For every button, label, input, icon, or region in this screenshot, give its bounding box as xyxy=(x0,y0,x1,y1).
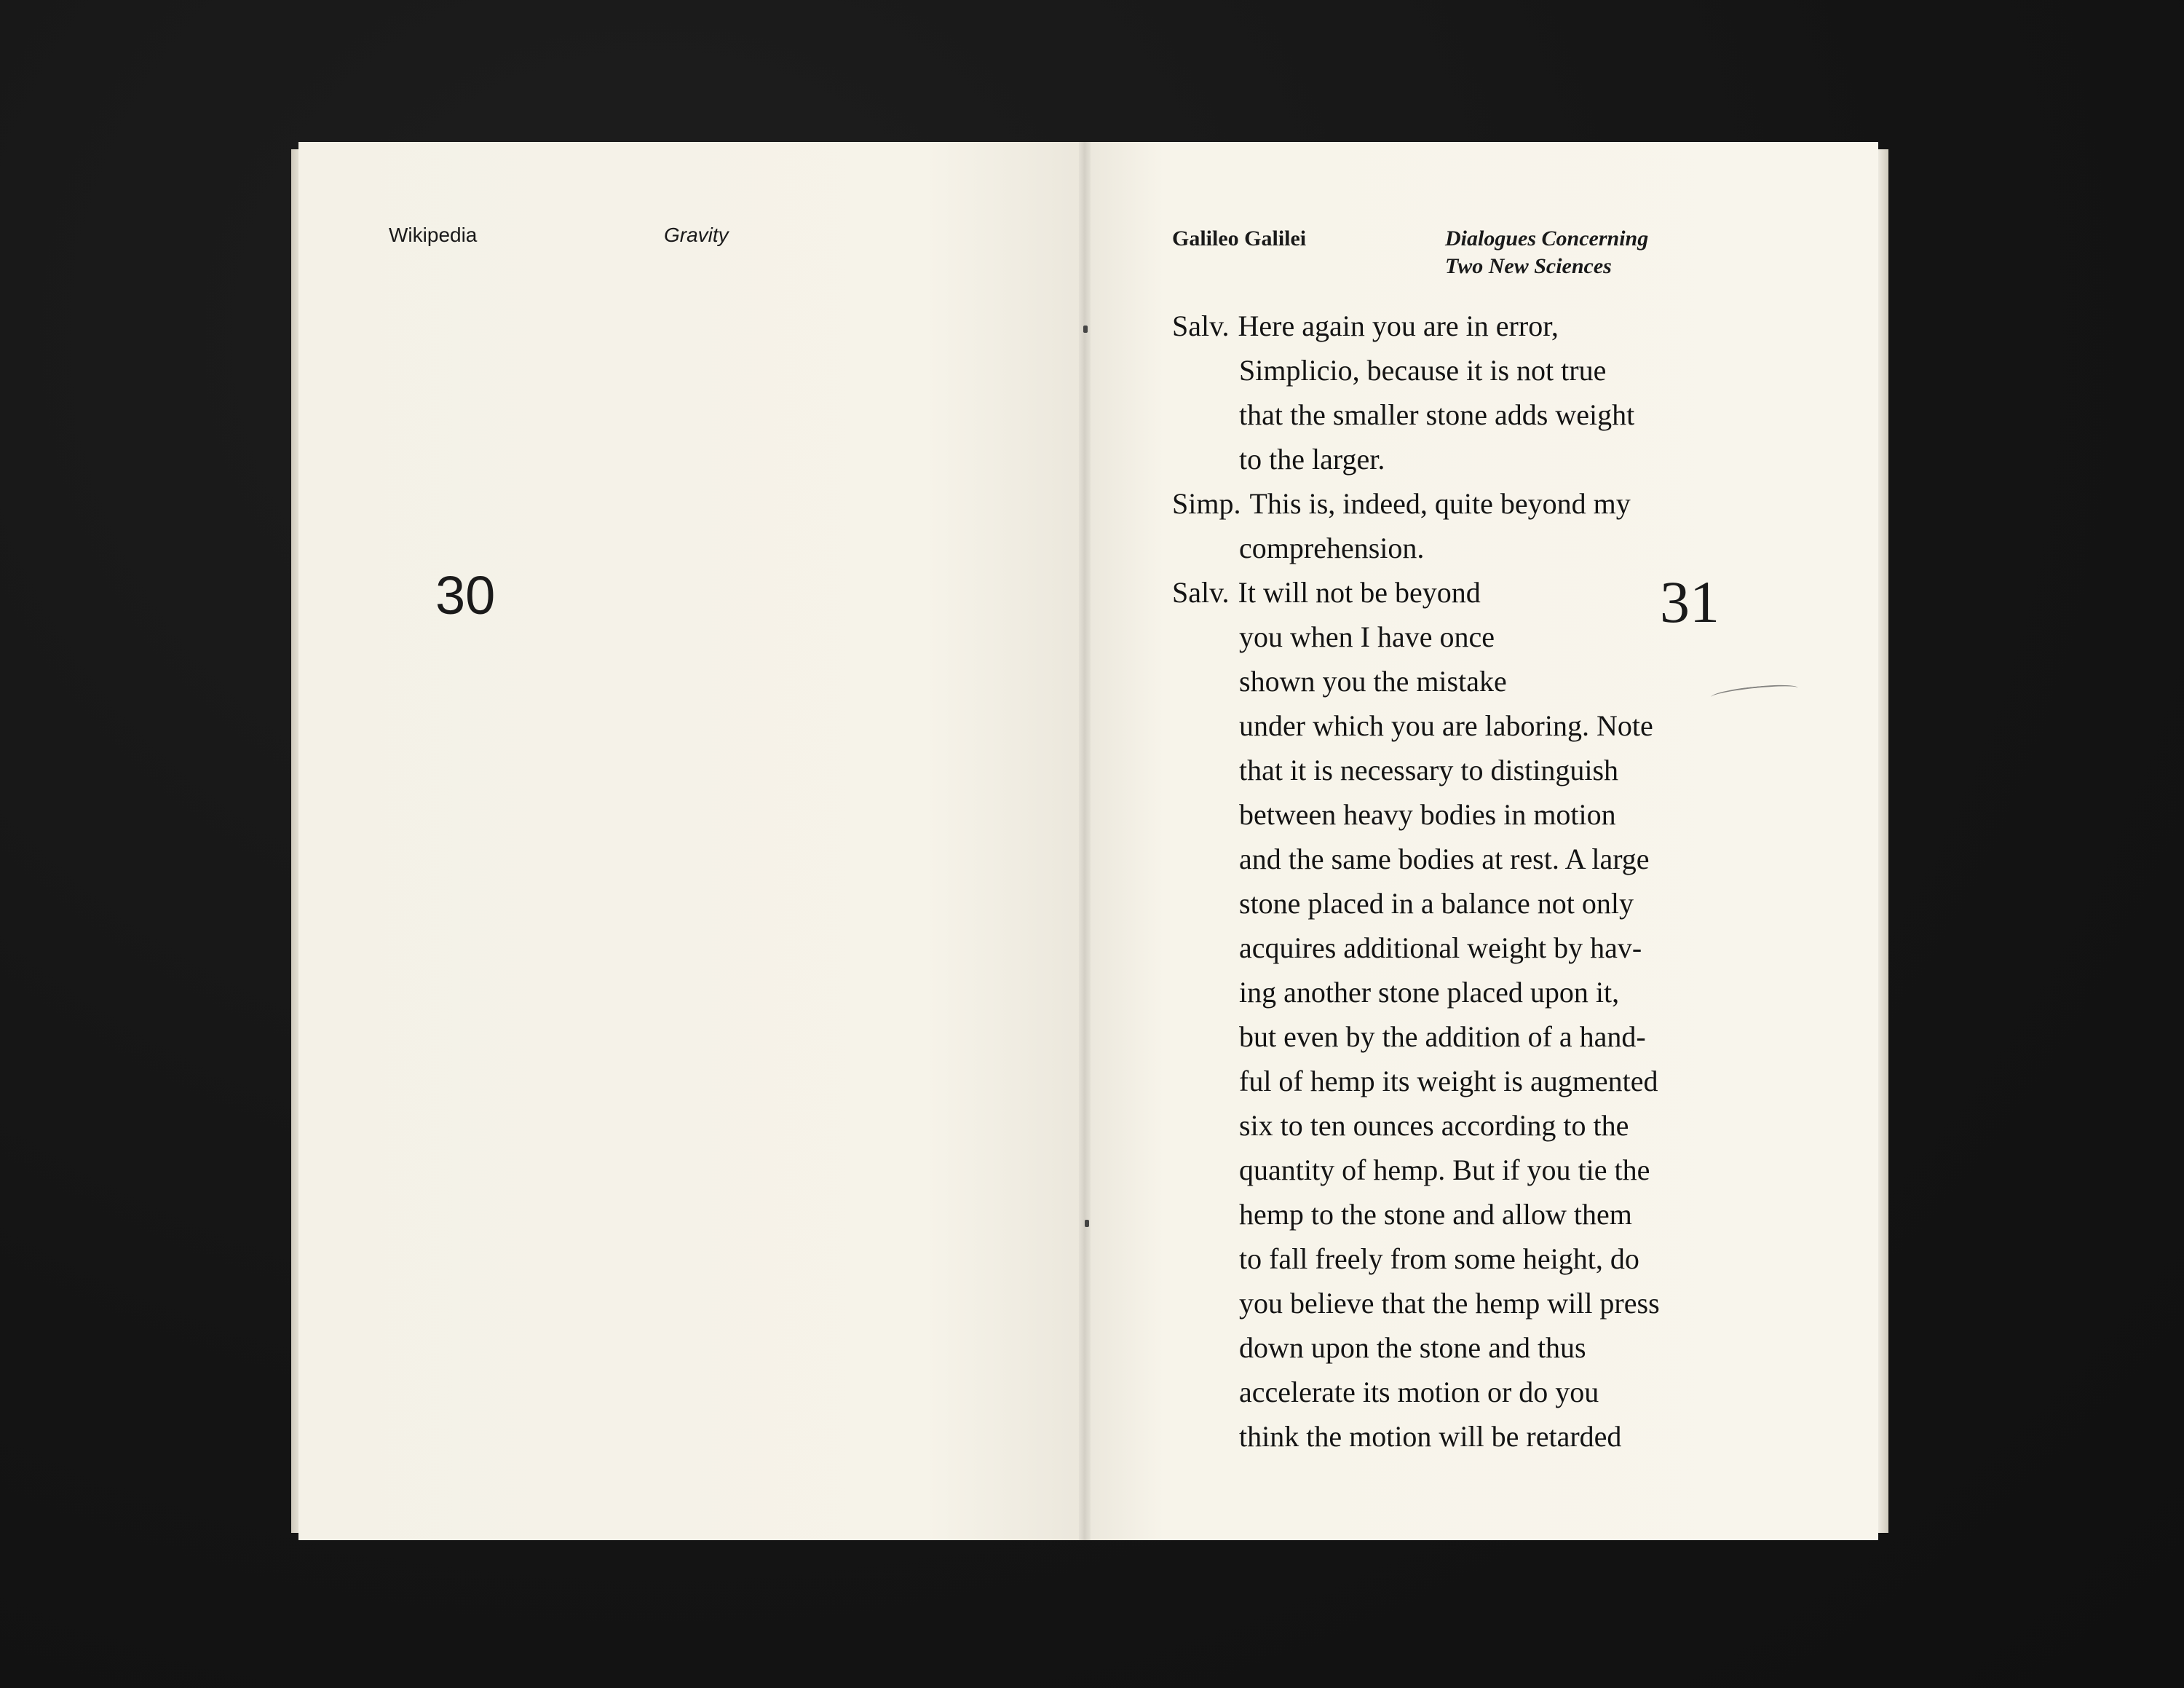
right-header-title-line2: Two New Sciences xyxy=(1445,254,1612,278)
right-header-author: Galileo Galilei xyxy=(1172,226,1307,251)
line-text: It will not be beyond xyxy=(1238,576,1481,609)
line-text: hemp to the stone and allow them xyxy=(1239,1198,1632,1231)
dialogue-line xyxy=(1172,837,1747,881)
line-text: you when I have once xyxy=(1239,620,1495,653)
dialogue-line xyxy=(1172,481,1747,526)
line-text: This is, indeed, quite beyond my xyxy=(1249,487,1631,520)
dialogue-line xyxy=(1172,926,1747,970)
line-text: accelerate its motion or do you xyxy=(1239,1376,1599,1408)
line-text: down upon the stone and thus xyxy=(1239,1331,1586,1364)
open-booklet xyxy=(298,142,1878,1540)
line-text: six to ten ounces according to the xyxy=(1239,1109,1629,1142)
dialogue-line xyxy=(1172,1325,1747,1370)
page-edge-right xyxy=(1877,149,1888,1533)
dialogue-line xyxy=(1172,1192,1747,1237)
line-text: to fall freely from some height, do xyxy=(1239,1242,1639,1275)
staple-mark xyxy=(1085,1220,1089,1227)
line-text: shown you the mistake xyxy=(1239,665,1507,698)
line-text: that the smaller stone adds weight xyxy=(1239,398,1635,431)
line-text: acquires additional weight by hav- xyxy=(1239,931,1642,964)
right-page xyxy=(1085,142,1878,1540)
line-text: between heavy bodies in motion xyxy=(1239,798,1616,831)
line-text: ing another stone placed upon it, xyxy=(1239,976,1620,1009)
dialogue-line xyxy=(1172,792,1747,837)
dialogue-line xyxy=(1172,526,1747,570)
dialogue-line xyxy=(1172,1103,1747,1148)
dialogue-line xyxy=(1172,1237,1747,1281)
dialogue-line xyxy=(1172,1370,1747,1414)
line-text: Here again you are in error, xyxy=(1238,309,1559,342)
dialogue-line xyxy=(1172,1059,1747,1103)
left-page xyxy=(298,142,1085,1540)
line-text: quantity of hemp. But if you tie the xyxy=(1239,1153,1650,1186)
line-text: think the motion will be retarded xyxy=(1239,1420,1622,1453)
dialogue-line xyxy=(1172,304,1747,348)
dialogue-line xyxy=(1172,1014,1747,1059)
dialogue-line xyxy=(1172,393,1747,437)
dialogue-line xyxy=(1172,970,1747,1014)
left-header-topic: Gravity xyxy=(664,224,729,246)
line-text: Simplicio, because it is not true xyxy=(1239,354,1607,387)
line-text: you believe that the hemp will press xyxy=(1239,1287,1660,1320)
line-text: and the same bodies at rest. A large xyxy=(1239,843,1650,875)
staple-mark xyxy=(1083,326,1088,333)
right-header-title-line1: Dialogues Concerning xyxy=(1445,226,1649,251)
line-text: under which you are laboring. Note xyxy=(1239,709,1653,742)
speaker-label: Salv. xyxy=(1172,309,1230,342)
dialogue-text xyxy=(1172,304,1747,1459)
line-text: to the larger. xyxy=(1239,443,1385,476)
line-text: ful of hemp its weight is augmented xyxy=(1239,1065,1658,1097)
dialogue-line xyxy=(1172,437,1747,481)
speaker-label: Salv. xyxy=(1172,576,1230,609)
dialogue-line xyxy=(1172,1148,1747,1192)
line-text: but even by the addition of a hand- xyxy=(1239,1020,1646,1053)
line-text: that it is necessary to distinguish xyxy=(1239,754,1619,786)
book-gutter xyxy=(1079,142,1091,1540)
dialogue-line xyxy=(1172,881,1747,926)
dialogue-line xyxy=(1172,748,1747,792)
right-page-number: 31 xyxy=(1660,569,1720,635)
dialogue-line xyxy=(1172,659,1747,703)
dialogue-line xyxy=(1172,703,1747,748)
line-text: stone placed in a balance not only xyxy=(1239,887,1634,920)
dialogue-line xyxy=(1172,1414,1747,1459)
right-header-title xyxy=(1445,225,1648,280)
line-text: comprehension. xyxy=(1239,532,1425,564)
speaker-label: Simp. xyxy=(1172,487,1241,520)
left-page-number: 30 xyxy=(435,565,496,626)
dialogue-line xyxy=(1172,348,1747,393)
dialogue-line xyxy=(1172,1281,1747,1325)
left-header-source: Wikipedia xyxy=(389,224,478,246)
